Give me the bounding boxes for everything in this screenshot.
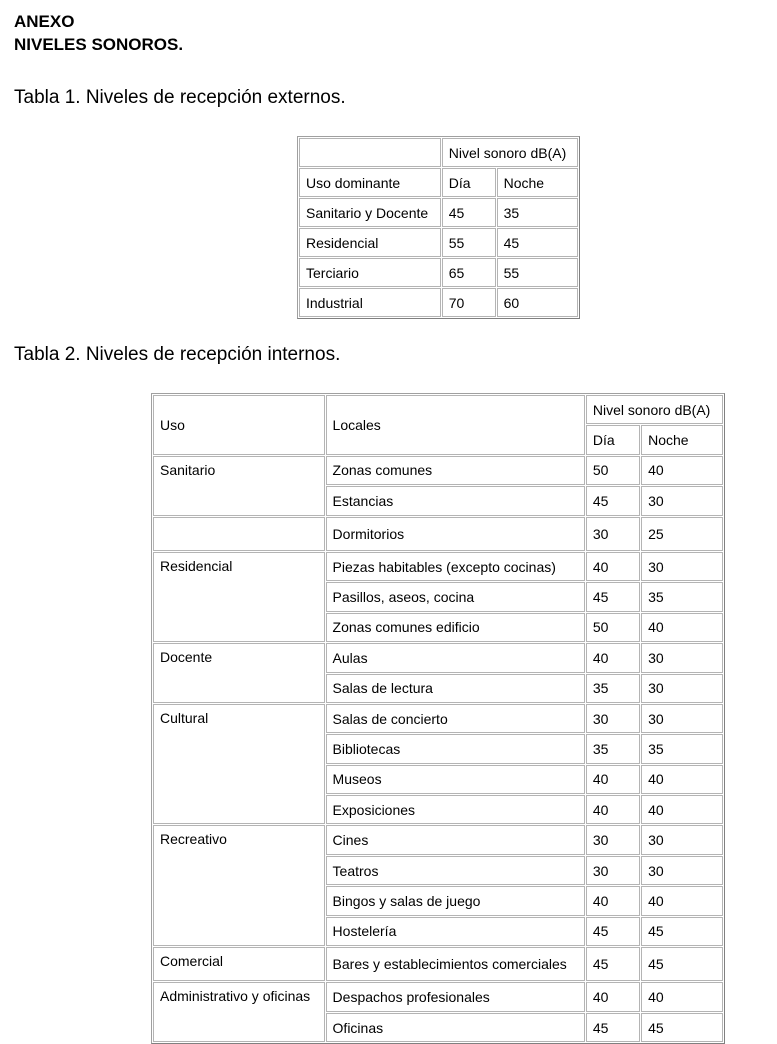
- dia-cell: 30: [586, 825, 640, 854]
- local-cell: Oficinas: [326, 1013, 585, 1042]
- table-row: [153, 643, 723, 672]
- locales-header: Locales: [326, 395, 585, 455]
- local-cell: Aulas: [326, 643, 585, 672]
- uso-header: Uso: [153, 395, 325, 455]
- dia-cell: 45: [442, 198, 496, 227]
- table-row: [153, 552, 723, 581]
- noche-cell: 30: [641, 643, 723, 672]
- table-row: [153, 704, 723, 733]
- dia-cell: 55: [442, 228, 496, 257]
- noche-cell: 60: [497, 288, 578, 317]
- dia-cell: 35: [586, 674, 640, 703]
- local-cell: Salas de lectura: [326, 674, 585, 703]
- dia-cell: 45: [586, 1013, 640, 1042]
- dia-cell: 40: [586, 643, 640, 672]
- noche-cell: 30: [641, 486, 723, 515]
- table-row: [299, 228, 578, 257]
- local-cell: Zonas comunes: [326, 456, 585, 485]
- dia-cell: 40: [586, 886, 640, 915]
- uso-cell: Sanitario y Docente: [299, 198, 441, 227]
- uso-cell: Terciario: [299, 258, 441, 287]
- noche-header: Noche: [641, 425, 723, 454]
- dia-header: Día: [442, 168, 496, 197]
- table2-caption: Tabla 2. Niveles de recepción internos.: [14, 344, 341, 365]
- dia-cell: 70: [442, 288, 496, 317]
- table-row: [153, 982, 723, 1011]
- uso-cell: Recreativo: [153, 825, 325, 946]
- table-header-row: [299, 168, 578, 197]
- table-row: [153, 947, 723, 981]
- noche-cell: 40: [641, 982, 723, 1011]
- local-cell: Zonas comunes edificio: [326, 613, 585, 642]
- internal-levels-table: [151, 393, 725, 1044]
- dia-cell: 45: [586, 486, 640, 515]
- annex-subtitle: NIVELES SONOROS.: [14, 35, 184, 54]
- external-levels-table: [297, 136, 580, 319]
- local-cell: Hostelería: [326, 917, 585, 946]
- dia-cell: 40: [586, 552, 640, 581]
- noche-cell: 40: [641, 613, 723, 642]
- noche-cell: 40: [641, 456, 723, 485]
- local-cell: Bibliotecas: [326, 734, 585, 763]
- table-row: [299, 258, 578, 287]
- dia-cell: 45: [586, 947, 640, 981]
- dia-cell: 40: [586, 795, 640, 824]
- uso-cell: Residencial: [299, 228, 441, 257]
- table-row: [153, 517, 723, 551]
- nivel-sonoro-header: Nivel sonoro dB(A): [586, 395, 723, 424]
- local-cell: Dormitorios: [326, 517, 585, 551]
- local-cell: Cines: [326, 825, 585, 854]
- local-cell: Teatros: [326, 856, 585, 885]
- noche-cell: 55: [497, 258, 578, 287]
- dia-cell: 45: [586, 582, 640, 611]
- table-row: [299, 288, 578, 317]
- noche-cell: 30: [641, 704, 723, 733]
- annex-title: ANEXO: [14, 12, 75, 31]
- dia-cell: 45: [586, 917, 640, 946]
- uso-cell: [153, 517, 325, 551]
- uso-cell: Administrativo y oficinas: [153, 982, 325, 1042]
- noche-cell: 30: [641, 825, 723, 854]
- noche-cell: 45: [497, 228, 578, 257]
- uso-dominante-header: Uso dominante: [299, 168, 441, 197]
- dia-cell: 50: [586, 456, 640, 485]
- table-row: [153, 825, 723, 854]
- noche-cell: 30: [641, 552, 723, 581]
- noche-cell: 45: [641, 1013, 723, 1042]
- noche-cell: 45: [641, 947, 723, 981]
- uso-cell: Docente: [153, 643, 325, 703]
- uso-cell: Comercial: [153, 947, 325, 981]
- dia-cell: 30: [586, 856, 640, 885]
- dia-cell: 40: [586, 765, 640, 794]
- uso-cell: Industrial: [299, 288, 441, 317]
- local-cell: Estancias: [326, 486, 585, 515]
- local-cell: Salas de concierto: [326, 704, 585, 733]
- table1-caption: Tabla 1. Niveles de recepción externos.: [14, 87, 346, 108]
- dia-cell: 40: [586, 982, 640, 1011]
- noche-cell: 30: [641, 856, 723, 885]
- local-cell: Piezas habitables (excepto cocinas): [326, 552, 585, 581]
- uso-cell: Residencial: [153, 552, 325, 642]
- local-cell: Bares y establecimientos comerciales: [326, 947, 585, 981]
- noche-cell: 35: [641, 734, 723, 763]
- dia-cell: 30: [586, 704, 640, 733]
- uso-cell: Cultural: [153, 704, 325, 825]
- table-row: [299, 198, 578, 227]
- noche-cell: 40: [641, 765, 723, 794]
- table-header-row: [299, 138, 578, 167]
- noche-cell: 25: [641, 517, 723, 551]
- noche-cell: 30: [641, 674, 723, 703]
- noche-cell: 35: [497, 198, 578, 227]
- dia-cell: 30: [586, 517, 640, 551]
- table-header-row: [153, 395, 723, 424]
- empty-header-cell: [299, 138, 441, 167]
- local-cell: Pasillos, aseos, cocina: [326, 582, 585, 611]
- noche-cell: 45: [641, 917, 723, 946]
- noche-cell: 40: [641, 886, 723, 915]
- table-row: [153, 456, 723, 485]
- local-cell: Museos: [326, 765, 585, 794]
- dia-cell: 50: [586, 613, 640, 642]
- local-cell: Despachos profesionales: [326, 982, 585, 1011]
- noche-cell: 40: [641, 795, 723, 824]
- dia-cell: 35: [586, 734, 640, 763]
- noche-header: Noche: [497, 168, 578, 197]
- local-cell: Exposiciones: [326, 795, 585, 824]
- noche-cell: 35: [641, 582, 723, 611]
- dia-header: Día: [586, 425, 640, 454]
- uso-cell: Sanitario: [153, 456, 325, 516]
- local-cell: Bingos y salas de juego: [326, 886, 585, 915]
- dia-cell: 65: [442, 258, 496, 287]
- nivel-sonoro-header: Nivel sonoro dB(A): [442, 138, 578, 167]
